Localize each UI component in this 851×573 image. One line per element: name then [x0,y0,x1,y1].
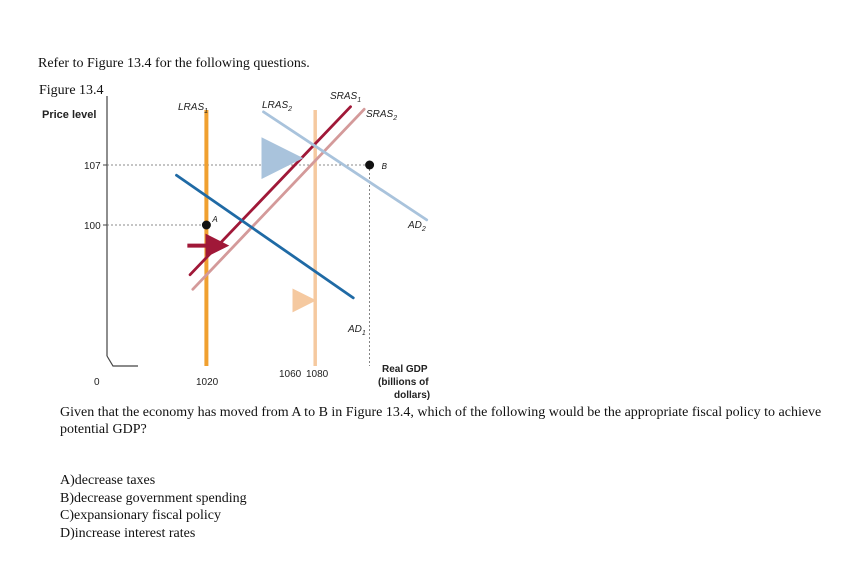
x-axis-label: Real GDP [382,364,428,375]
chart-axes [103,96,138,366]
x-tick-label: 1020 [196,377,219,388]
x-tick-label: 1080 [306,369,329,380]
curve-label-ad2: $AD_2$ [408,220,426,233]
equilibrium-label-a: A [212,215,218,224]
chart-curves [176,107,426,366]
chart-guides [107,165,370,366]
x-tick-label: 1060 [279,369,302,380]
origin-label: 0 [94,377,100,388]
equilibrium-point-b [365,161,374,170]
equilibrium-point-a [202,221,211,230]
y-tick-label: 100 [84,221,101,232]
curve-label-sras1: $SRAS_1$ [330,91,362,104]
y-axis-label: Price level [42,109,97,121]
answer-options [60,472,247,542]
curve-label-ad1: $AD_1$ [348,324,366,337]
x-axis [107,356,138,366]
question-text: Given that the economy has moved from A to B in Figure 13.4, which of the following would be the appropriate fiscal policy to achieve potential GDP? [60,405,822,437]
chart-labels [42,91,430,401]
option-c[interactable]: C)expansionary fiscal policy [60,508,221,523]
option-b[interactable]: B)decrease government spending [60,490,247,506]
intro-text: Refer to Figure 13.4 for the following questions. [38,56,310,71]
curve-label-sras2: $SRAS_2$ [366,109,398,122]
y-tick-label: 107 [84,161,101,172]
curve-sras1 [190,107,350,275]
figure-label: Figure 13.4 [39,83,104,98]
curve-label-lras1: $LRAS_1$ [178,102,209,115]
curve-sras2 [193,109,364,289]
equilibrium-label-b: B [381,162,387,171]
curve-label-lras2: $LRAS_2$ [262,100,293,113]
x-axis-label: dollars) [394,390,431,401]
option-d[interactable]: D)increase interest rates [60,525,196,541]
option-a[interactable]: A)decrease taxes [60,473,156,488]
x-axis-label: (billions of [378,377,429,388]
